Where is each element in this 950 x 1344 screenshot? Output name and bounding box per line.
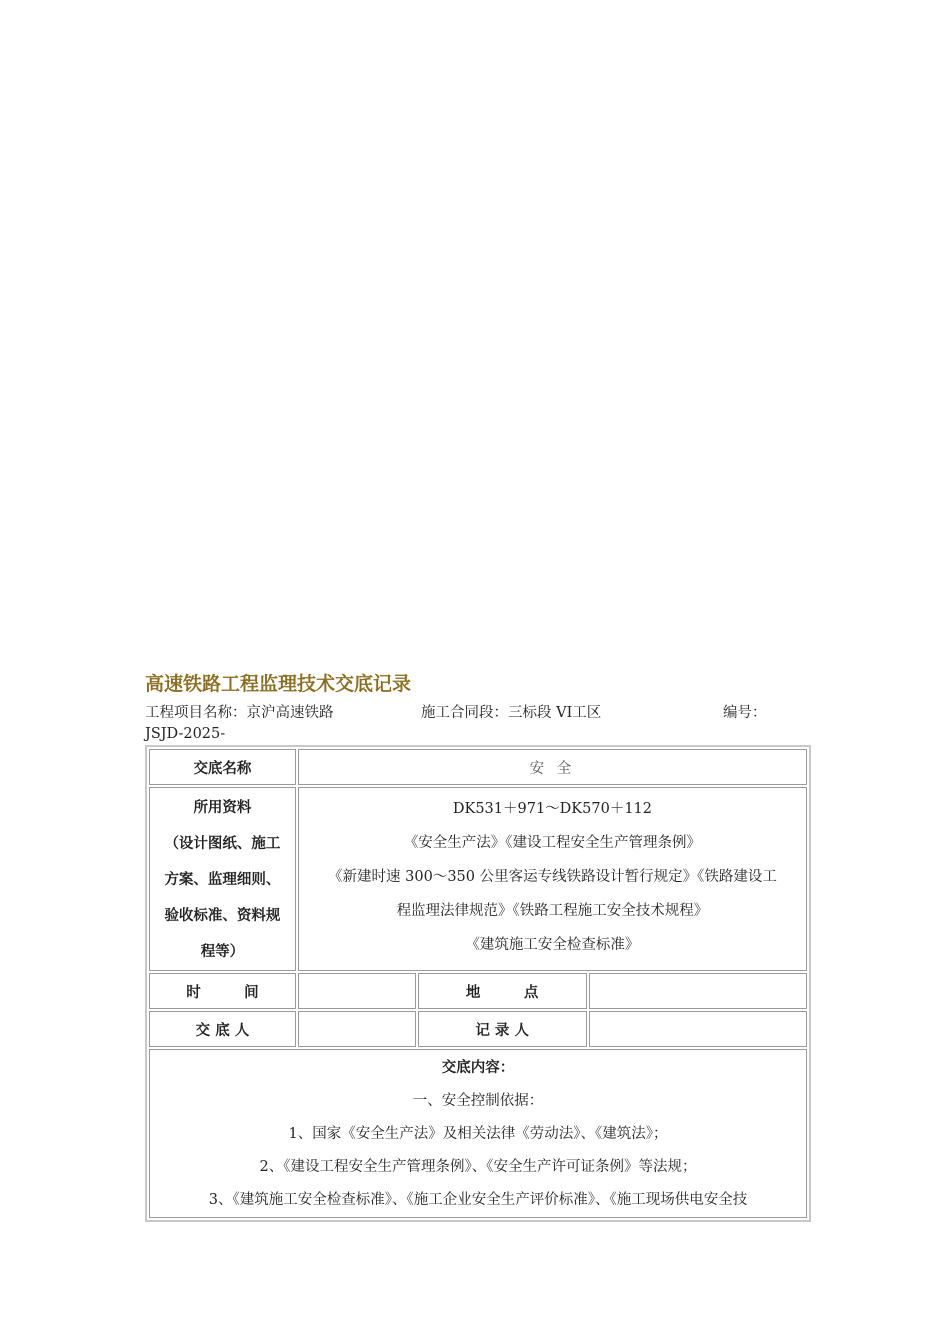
time-label: 时 间 (149, 973, 296, 1009)
place-value (589, 973, 807, 1009)
source-line: 程监理法律规范》《铁路工程施工安全技术规程》 (396, 903, 709, 919)
recorder-label: 记 录 人 (418, 1011, 587, 1047)
meta-line (145, 702, 810, 724)
content-line: 3、《建筑施工安全检查标准》、《施工企业安全生产评价标准》、《施工现场供电安全技 (208, 1192, 748, 1208)
project-name: 工程项目名称：京沪高速铁路 (145, 705, 334, 721)
source-line: 《安全生产法》《建设工程安全生产管理条例》 (403, 835, 702, 851)
giver-label: 交 底 人 (149, 1011, 296, 1047)
document-title: 高速铁路工程监理技术交底记录 (145, 673, 412, 695)
topic-label: 交底名称 (149, 749, 296, 785)
content-heading: 交底内容： (441, 1060, 515, 1076)
sources-label-line: 程等） (200, 944, 245, 960)
content-row (149, 1049, 807, 1218)
source-line: DK531＋971～DK570＋112 (452, 801, 652, 817)
contract-section: 施工合同段：三标段 VI工区 (421, 705, 602, 721)
sources-label (149, 787, 296, 971)
content-cell (149, 1049, 807, 1218)
content-line: 2、《建设工程安全生产管理条例》、《安全生产许可证条例》等法规； (259, 1159, 697, 1175)
source-line: 《建筑施工安全检查标准》 (465, 937, 640, 953)
giver-value (298, 1011, 416, 1047)
content-line: 一、安全控制依据： (412, 1093, 544, 1109)
document (145, 672, 810, 1222)
people-row (149, 1011, 807, 1047)
number-label: 编号： (723, 705, 767, 721)
sources-label-line: （设计图纸、施工 (164, 836, 281, 852)
recorder-value (589, 1011, 807, 1047)
topic-row (149, 749, 807, 785)
time-place-row (149, 973, 807, 1009)
briefing-table (145, 745, 811, 1222)
sources-value (298, 787, 807, 971)
content-line: 1、国家《安全生产法》及相关法律《劳动法》、《建筑法》； (288, 1126, 668, 1142)
time-value (298, 973, 416, 1009)
sources-label-line: 所用资料 (193, 800, 252, 816)
sources-label-line: 方案、监理细则、 (164, 872, 281, 888)
topic-value: 安 全 (298, 749, 807, 785)
source-line: 《新建时速 300～350 公里客运专线铁路设计暂行规定》《铁路建设工 (328, 869, 777, 885)
sources-row (149, 787, 807, 971)
sources-label-line: 验收标准、资料规 (164, 908, 281, 924)
place-label: 地 点 (418, 973, 587, 1009)
number-value: JSJD-2025- (145, 726, 226, 742)
